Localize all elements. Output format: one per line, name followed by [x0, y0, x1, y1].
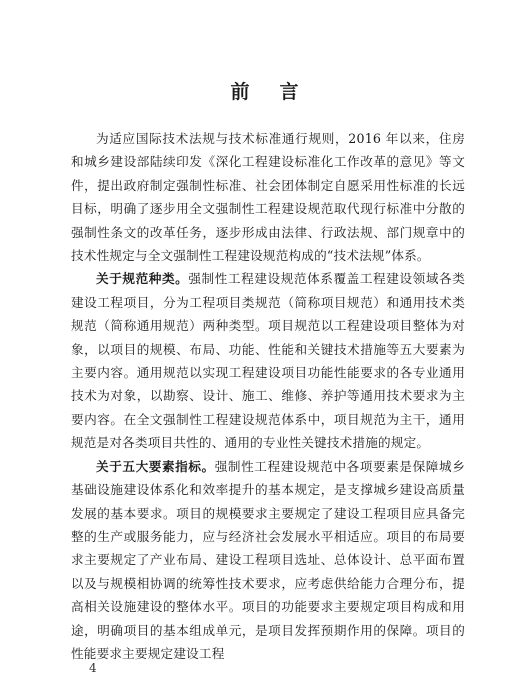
paragraph-five-elements	[71, 455, 465, 666]
paragraph-specification-types-text: 强制性工程建设规范体系覆盖工程建设领域各类建设工程项目，分为工程项目类规范（简称项目规范）和通用技术类规范（简称通用规范）两种类型。项目规范以工程建设项目整体为对象，以项目的规模、布局、功能、性能和关键技术措施等五大要素为主要内容。通用规范以实现工程建设项目功能性能要求的各专业通用技术为对象，以勘察、设计、施工、维修、养护等通用技术要求为主要内容。在全文强制性工程建设规范体系中，项目规范为主干，通用规范是对各类项目共性的、通用的专业性关键技术措施的规定。	[71, 271, 466, 451]
paragraph-specification-types	[71, 267, 465, 454]
paragraph-intro	[71, 127, 465, 267]
body-text	[71, 127, 465, 665]
paragraph-intro-text: 为适应国际技术法规与技术标准通行规则，2016 年以来，住房和城乡建设部陆续印发《深化工程建设标准化工作改革的意见》等文件，提出政府制定强制性标准、社会团体制定自愿采用性标准的长远目标，明确了逐步用全文强制性工程建设规范取代现行标准中分散的强制性条文的改革任务，逐步形成由法律、行政法规、部门规章中的技术性规定与全文强制性工程建设规范构成的“技术法规”体系。	[71, 131, 465, 264]
paragraph-five-elements-text: 强制性工程建设规范中各项要素是保障城乡基础设施建设体系化和效率提升的基本规定，是支撑城乡建设高质量发展的基本要求。项目的规模要求主要规定了建设工程项目应具备完整的生产或服务能力，应与经济社会发展水平相适应。项目的布局要求主要规定了产业布局、建设工程项目选址、总体设计、总平面布置以及与规模相协调的统筹性技术要求，应考虑供给能力合理分布，提高相关设施建设的整体水平。项目的功能要求主要规定项目构成和用途，明确项目的基本组成单元，是项目发挥预期作用的保障。项目的性能要求主要规定建设工程	[71, 458, 465, 661]
paragraph-heading-five-elements: 关于五大要素指标。	[96, 458, 215, 474]
page-number: 4	[89, 661, 97, 675]
page-title: 前言	[230, 81, 329, 103]
paragraph-heading-specification-types: 关于规范种类。	[96, 271, 189, 287]
